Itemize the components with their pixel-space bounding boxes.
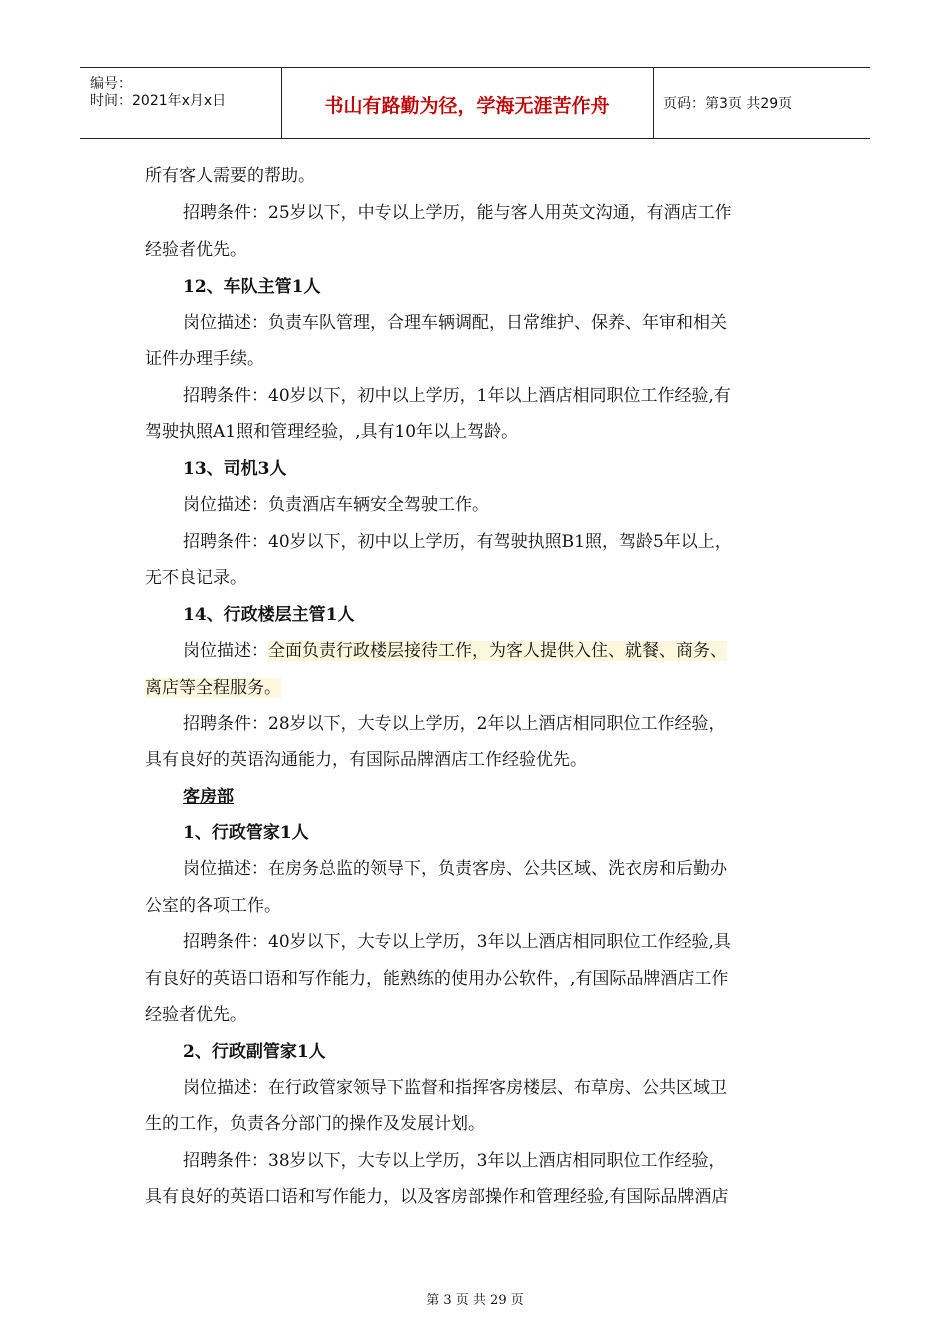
body-line: 招聘条件：40岁以下，初中以上学历，有驾驶执照B1照，驾龄5年以上， — [183, 532, 732, 552]
body-line — [183, 639, 727, 663]
body-line: 具有良好的英语口语和写作能力，以及客房部操作和管理经验,有国际品牌酒店 — [145, 1187, 729, 1207]
body-line: 岗位描述：负责酒店车辆安全驾驶工作。 — [183, 495, 489, 515]
header-page-cell — [653, 68, 870, 138]
highlighted-text: 离店等全程服务。 — [145, 678, 281, 698]
body-line: 无不良记录。 — [145, 568, 247, 588]
header-page-number: 页码：第3页 共29页 — [663, 96, 793, 112]
document-number-label: 编号： — [90, 76, 132, 92]
section-heading: 14、行政楼层主管1人 — [183, 605, 355, 625]
body-line: 证件办理手续。 — [145, 349, 264, 369]
body-line: 招聘条件：25岁以下，中专以上学历，能与客人用英文沟通，有酒店工作 — [183, 203, 732, 223]
page-footer: 第 3 页 共 29 页 — [426, 1293, 524, 1308]
highlighted-text: 全面负责行政楼层接待工作，为客人提供入住、就餐、商务、 — [268, 641, 727, 661]
body-line: 有良好的英语口语和写作能力，能熟练的使用办公软件，,有国际品牌酒店工作 — [145, 969, 729, 989]
body-line: 公室的各项工作。 — [145, 896, 281, 916]
section-heading: 13、司机3人 — [183, 459, 287, 479]
department-heading: 客房部 — [183, 787, 234, 807]
body-line: 招聘条件：40岁以下，初中以上学历，1年以上酒店相同职位工作经验,有 — [183, 386, 731, 406]
body-line: 岗位描述：在房务总监的领导下，负责客房、公共区域、洗衣房和后勤办 — [183, 859, 727, 879]
body-line — [145, 676, 281, 700]
body-line: 岗位描述：在行政管家领导下监督和指挥客房楼层、布草房、公共区域卫 — [183, 1078, 727, 1098]
body-line: 驾驶执照A1照和管理经验，,具有10年以上驾龄。 — [145, 422, 519, 442]
body-line: 岗位描述：负责车队管理，合理车辆调配，日常维护、保养、年审和相关 — [183, 313, 727, 333]
body-line: 招聘条件：38岁以下，大专以上学历，3年以上酒店相同职位工作经验， — [183, 1151, 726, 1171]
body-line: 所有客人需要的帮助。 — [145, 166, 315, 186]
header-info-cell — [80, 68, 282, 138]
body-line: 具有良好的英语沟通能力，有国际品牌酒店工作经验优先。 — [145, 750, 587, 770]
section-heading: 2、行政副管家1人 — [183, 1042, 326, 1062]
document-time-label: 时间：2021年x月x日 — [90, 93, 227, 109]
header-motto: 书山有路勤为径，学海无涯苦作舟 — [324, 95, 610, 117]
section-heading: 12、车队主管1人 — [183, 277, 321, 297]
body-line: 招聘条件：40岁以下，大专以上学历，3年以上酒店相同职位工作经验,具 — [183, 932, 731, 952]
body-line: 经验者优先。 — [145, 240, 247, 260]
header-motto-cell — [281, 68, 654, 138]
field-label: 岗位描述： — [183, 641, 268, 661]
body-line: 生的工作，负责各分部门的操作及发展计划。 — [145, 1114, 485, 1134]
page-header — [80, 67, 870, 139]
section-heading: 1、行政管家1人 — [183, 823, 309, 843]
body-line: 招聘条件：28岁以下，大专以上学历，2年以上酒店相同职位工作经验， — [183, 714, 726, 734]
body-line: 经验者优先。 — [145, 1005, 247, 1025]
